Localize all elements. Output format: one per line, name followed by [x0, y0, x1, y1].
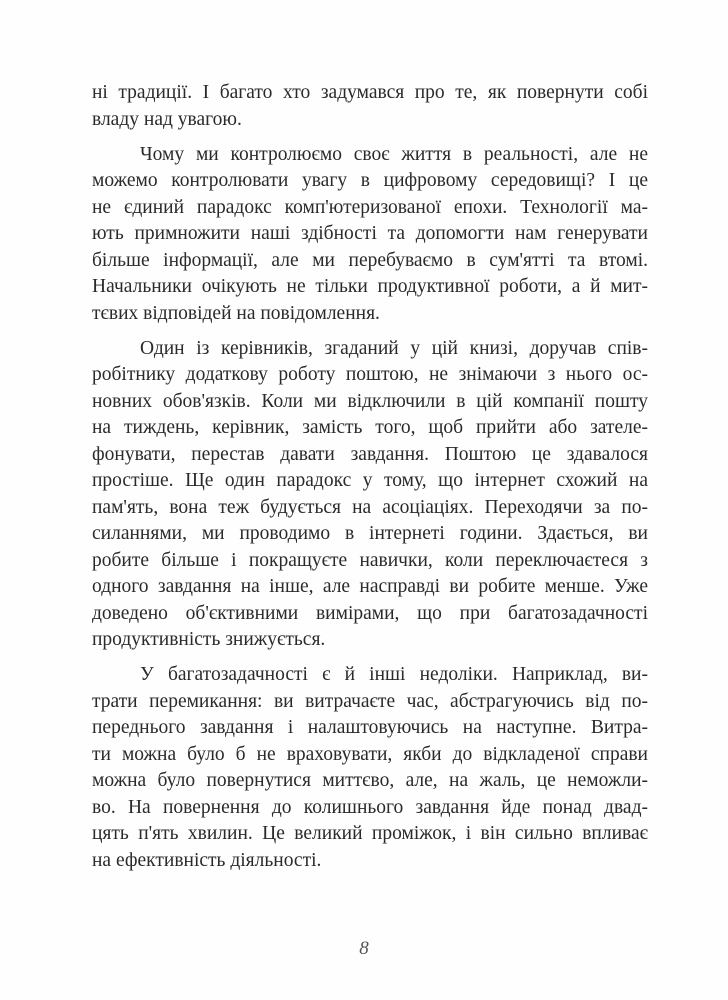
text-line: Один із керівників, згаданий у цій книзі, доручав спів- [140, 337, 648, 359]
page-number: 8 [359, 938, 369, 959]
paragraph [92, 662, 648, 874]
text-line: цять п'ять хвилин. Це великий проміжок, і він сильно впливає [92, 823, 648, 844]
text-line: тєвих відповідей на повідомлення. [92, 302, 380, 324]
text-line: владу над увагою. [92, 108, 242, 130]
text-line: на ефективність діяльності. [92, 849, 322, 871]
text-line: не єдиний парадокс комп'ютеризованої епохи. Технології ма- [92, 196, 648, 218]
text-line: силаннями, ми проводимо в інтернеті години. Здається, ви [92, 523, 648, 544]
text-line: ти можна було б не враховувати, якби до відкладеної справи [92, 743, 648, 765]
text-line: ють примножити наші здібності та допомогти нам генерувати [92, 223, 648, 244]
text-line: простіше. Ще один парадокс у тому, що інтернет схожий на [92, 470, 648, 491]
text-line: більше інформації, але ми перебуваємо в сум'ятті та втомі. [92, 249, 648, 271]
text-line: фонувати, перестав давати завдання. Поштою це здавалося [92, 443, 648, 465]
paragraph [92, 142, 648, 328]
text-line: продуктивність знижується. [92, 629, 326, 650]
text-line: можна було повернутися миттєво, але, на жаль, це неможли- [92, 770, 648, 791]
text-line: трати перемикання: ви витрачаєте час, абстрагуючись від по- [92, 690, 648, 712]
text-line: переднього завдання і налаштовуючись на наступне. Витра- [92, 717, 648, 738]
text-line: робітнику додаткову роботу поштою, не знімаючи з нього ос- [92, 364, 648, 385]
paragraph [92, 336, 648, 654]
text-line: робите більше і покращуєте навички, коли переключаєтеся з [92, 549, 648, 571]
paragraph [92, 80, 648, 133]
body-text [92, 80, 648, 883]
text-line: Чому ми контролюємо своє життя в реальності, але не [140, 143, 648, 165]
text-line: У багатозадачності є й інші недоліки. Наприклад, ви- [140, 664, 648, 685]
text-line: одного завдання на інше, але насправді ви робите менше. Уже [92, 576, 648, 597]
text-line: доведено об'єктивними вимірами, що при багатозадачності [92, 602, 648, 624]
text-line: ні традиції. І багато хто задумався про те, як повернути собі [92, 82, 648, 103]
text-line: пам'ять, вона теж будується на асоціаціях. Переходячи за по- [92, 496, 648, 518]
text-line: во. На повернення до колишнього завдання йде понад двад- [92, 796, 648, 818]
text-line: новних обов'язків. Коли ми відключили в цій компанії пошту [92, 390, 648, 412]
text-line: можемо контролювати увагу в цифровому середовищі? І це [92, 170, 648, 191]
text-line: на тиждень, керівник, замість того, щоб прийти або зателе- [92, 417, 648, 438]
text-line: Начальники очікують не тільки продуктивної роботи, а й мит- [92, 276, 648, 297]
